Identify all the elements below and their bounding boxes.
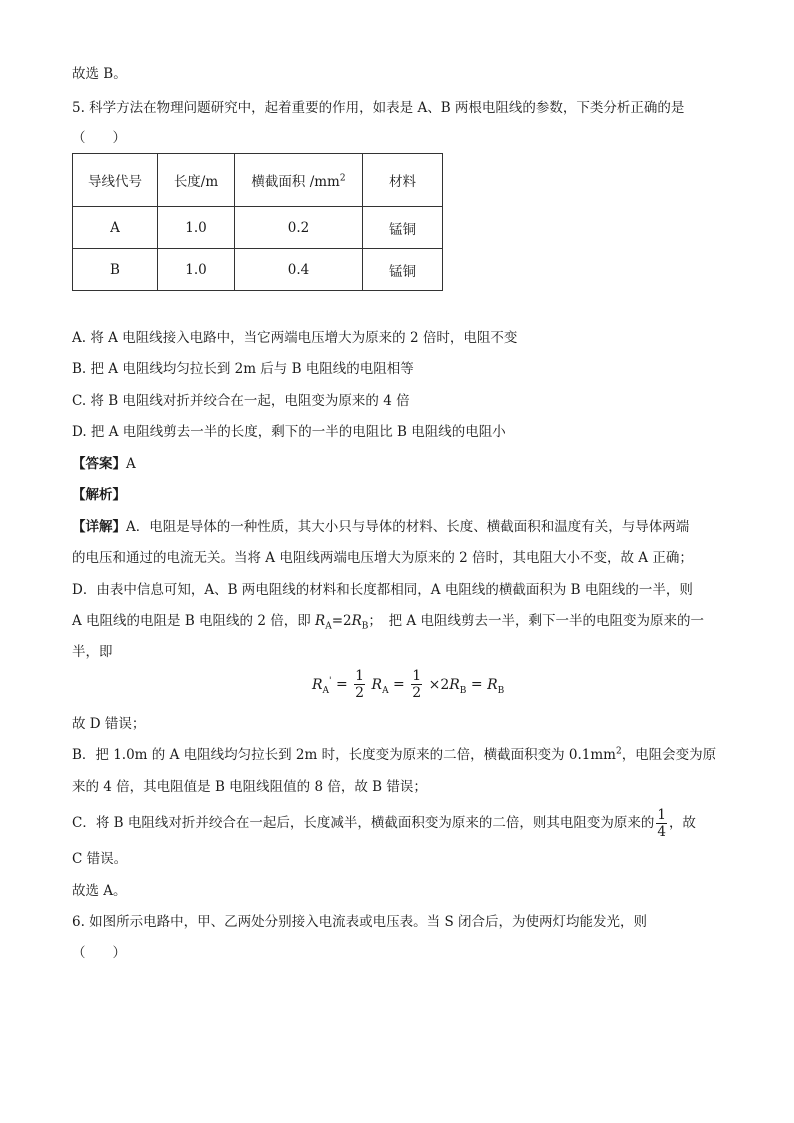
- c-line1-post: ，故: [668, 815, 696, 831]
- table-cell: 1.0: [158, 207, 235, 249]
- b-line1-post: ，电阻会变为原: [621, 747, 717, 763]
- table-cell: 锰铜: [363, 249, 443, 291]
- answer-label: 【答案】: [72, 456, 126, 472]
- c-line1-pre: C．将 B 电阻线对折并绞合在一起后，长度减半，横截面积变为原来的二倍，则其电阻变为原来的: [72, 815, 655, 831]
- q5-stem-line2: （ ）: [72, 130, 126, 146]
- detail-line3: D．由表中信息可知，A、B 两电阻线的材料和长度都相同，A 电阻线的横截面积为 B 电阻线的一半，则: [72, 582, 693, 598]
- fraction-half: $\frac{1}{2}$: [412, 668, 422, 701]
- table-header-cell: [235, 154, 363, 207]
- inline-equation: $R_A=2R_B$: [315, 613, 369, 632]
- detail-line5: 半，即: [72, 644, 113, 660]
- q5-option-b: B. 把 A 电阻线均匀拉长到 2m 后与 B 电阻线的电阻相等: [72, 361, 414, 377]
- q5-option-a: A. 将 A 电阻线接入电路中，当它两端电压增大为原来的 2 倍时，电阻不变: [72, 330, 518, 346]
- detail-line4-pre: A 电阻线的电阻是 B 电阻线的 2 倍，即: [72, 613, 316, 629]
- table-cell: 1.0: [158, 249, 235, 291]
- parameter-table: [72, 153, 443, 291]
- q5-option-c: C. 将 B 电阻线对折并绞合在一起，电阻变为原来的 4 倍: [72, 393, 410, 409]
- q6-stem-line2: （ ）: [72, 945, 126, 961]
- table-cell: A: [73, 207, 158, 249]
- answer-value: A: [126, 456, 136, 472]
- table-cell: 0.4: [235, 249, 363, 291]
- detail-line4-post: ； 把 A 电阻线剪去一半，剩下一半的电阻变为原来的一: [368, 613, 704, 629]
- q5-option-d: D. 把 A 电阻线剪去一半的长度，剩下的一半的电阻比 B 电阻线的电阻小: [72, 424, 506, 440]
- b-explanation-line2: 来的 4 倍，其电阻值是 B 电阻线阻值的 8 倍，故 B 错误；: [72, 779, 427, 795]
- detail-line4: [72, 611, 704, 631]
- prev-conclusion: 故选 B。: [72, 66, 127, 82]
- c-explanation-line2: C 错误。: [72, 851, 128, 867]
- table-header-cell: 材料: [363, 154, 443, 207]
- area-header-exponent: 2: [339, 173, 346, 184]
- q6-stem-line1: 6. 如图所示电路中，甲、乙两处分别接入电流表或电压表。当 S 闭合后，为使两灯均能发光，则: [72, 914, 648, 930]
- fraction-quarter: $\frac{1}{4}$: [657, 807, 666, 840]
- b-line1-pre: B．把 1.0m 的 A 电阻线均匀拉长到 2m 时，长度变为原来的二倍，横截面积变为 0.1mm: [72, 747, 616, 763]
- fraction-half: $\frac{1}{2}$: [355, 668, 365, 701]
- analysis-label: 【解析】: [72, 487, 126, 503]
- table-header-row: [73, 154, 443, 207]
- table-row: [73, 249, 443, 291]
- detail-text: A．电阻是导体的一种性质，其大小只与导体的材料、长度、横截面积和温度有关，与导体两端: [126, 519, 690, 535]
- b-explanation-line1: B．把 1.0m 的 A 电阻线均匀拉长到 2m 时，长度变为原来的二倍，横截面积变为 $0.1mm^2$，电阻会变为原: [72, 746, 717, 763]
- table-header-cell: 长度/m: [158, 154, 235, 207]
- detail-line1: [72, 517, 689, 537]
- table-cell: 锰铜: [363, 207, 443, 249]
- q5-conclusion: 故选 A。: [72, 883, 127, 899]
- detail-line2: 的电压和通过的电流无关。当将 A 电阻线两端电压增大为原来的 2 倍时，其电阻大小不变，故 A 正确；: [72, 550, 693, 566]
- area-header-label: 横截面积 /mm: [251, 174, 340, 190]
- c-explanation-line1: [72, 804, 696, 842]
- detail-label: 【详解】: [72, 519, 126, 535]
- table-cell: 0.2: [235, 207, 363, 249]
- answer-line: [72, 454, 136, 474]
- table-row: [73, 207, 443, 249]
- table-header-cell: 导线代号: [73, 154, 158, 207]
- table-cell: B: [73, 249, 158, 291]
- resistance-formula: $R_A'$ = $\frac{1}{2}$ $R_A$ = $\frac{1}{2}$ $\times 2R_B = R_B$: [312, 668, 505, 701]
- q5-stem-line1: 5. 科学方法在物理问题研究中，起着重要的作用，如表是 A、B 两根电阻线的参数，下类分析正确的是: [72, 100, 685, 116]
- d-conclusion: 故 D 错误；: [72, 716, 146, 732]
